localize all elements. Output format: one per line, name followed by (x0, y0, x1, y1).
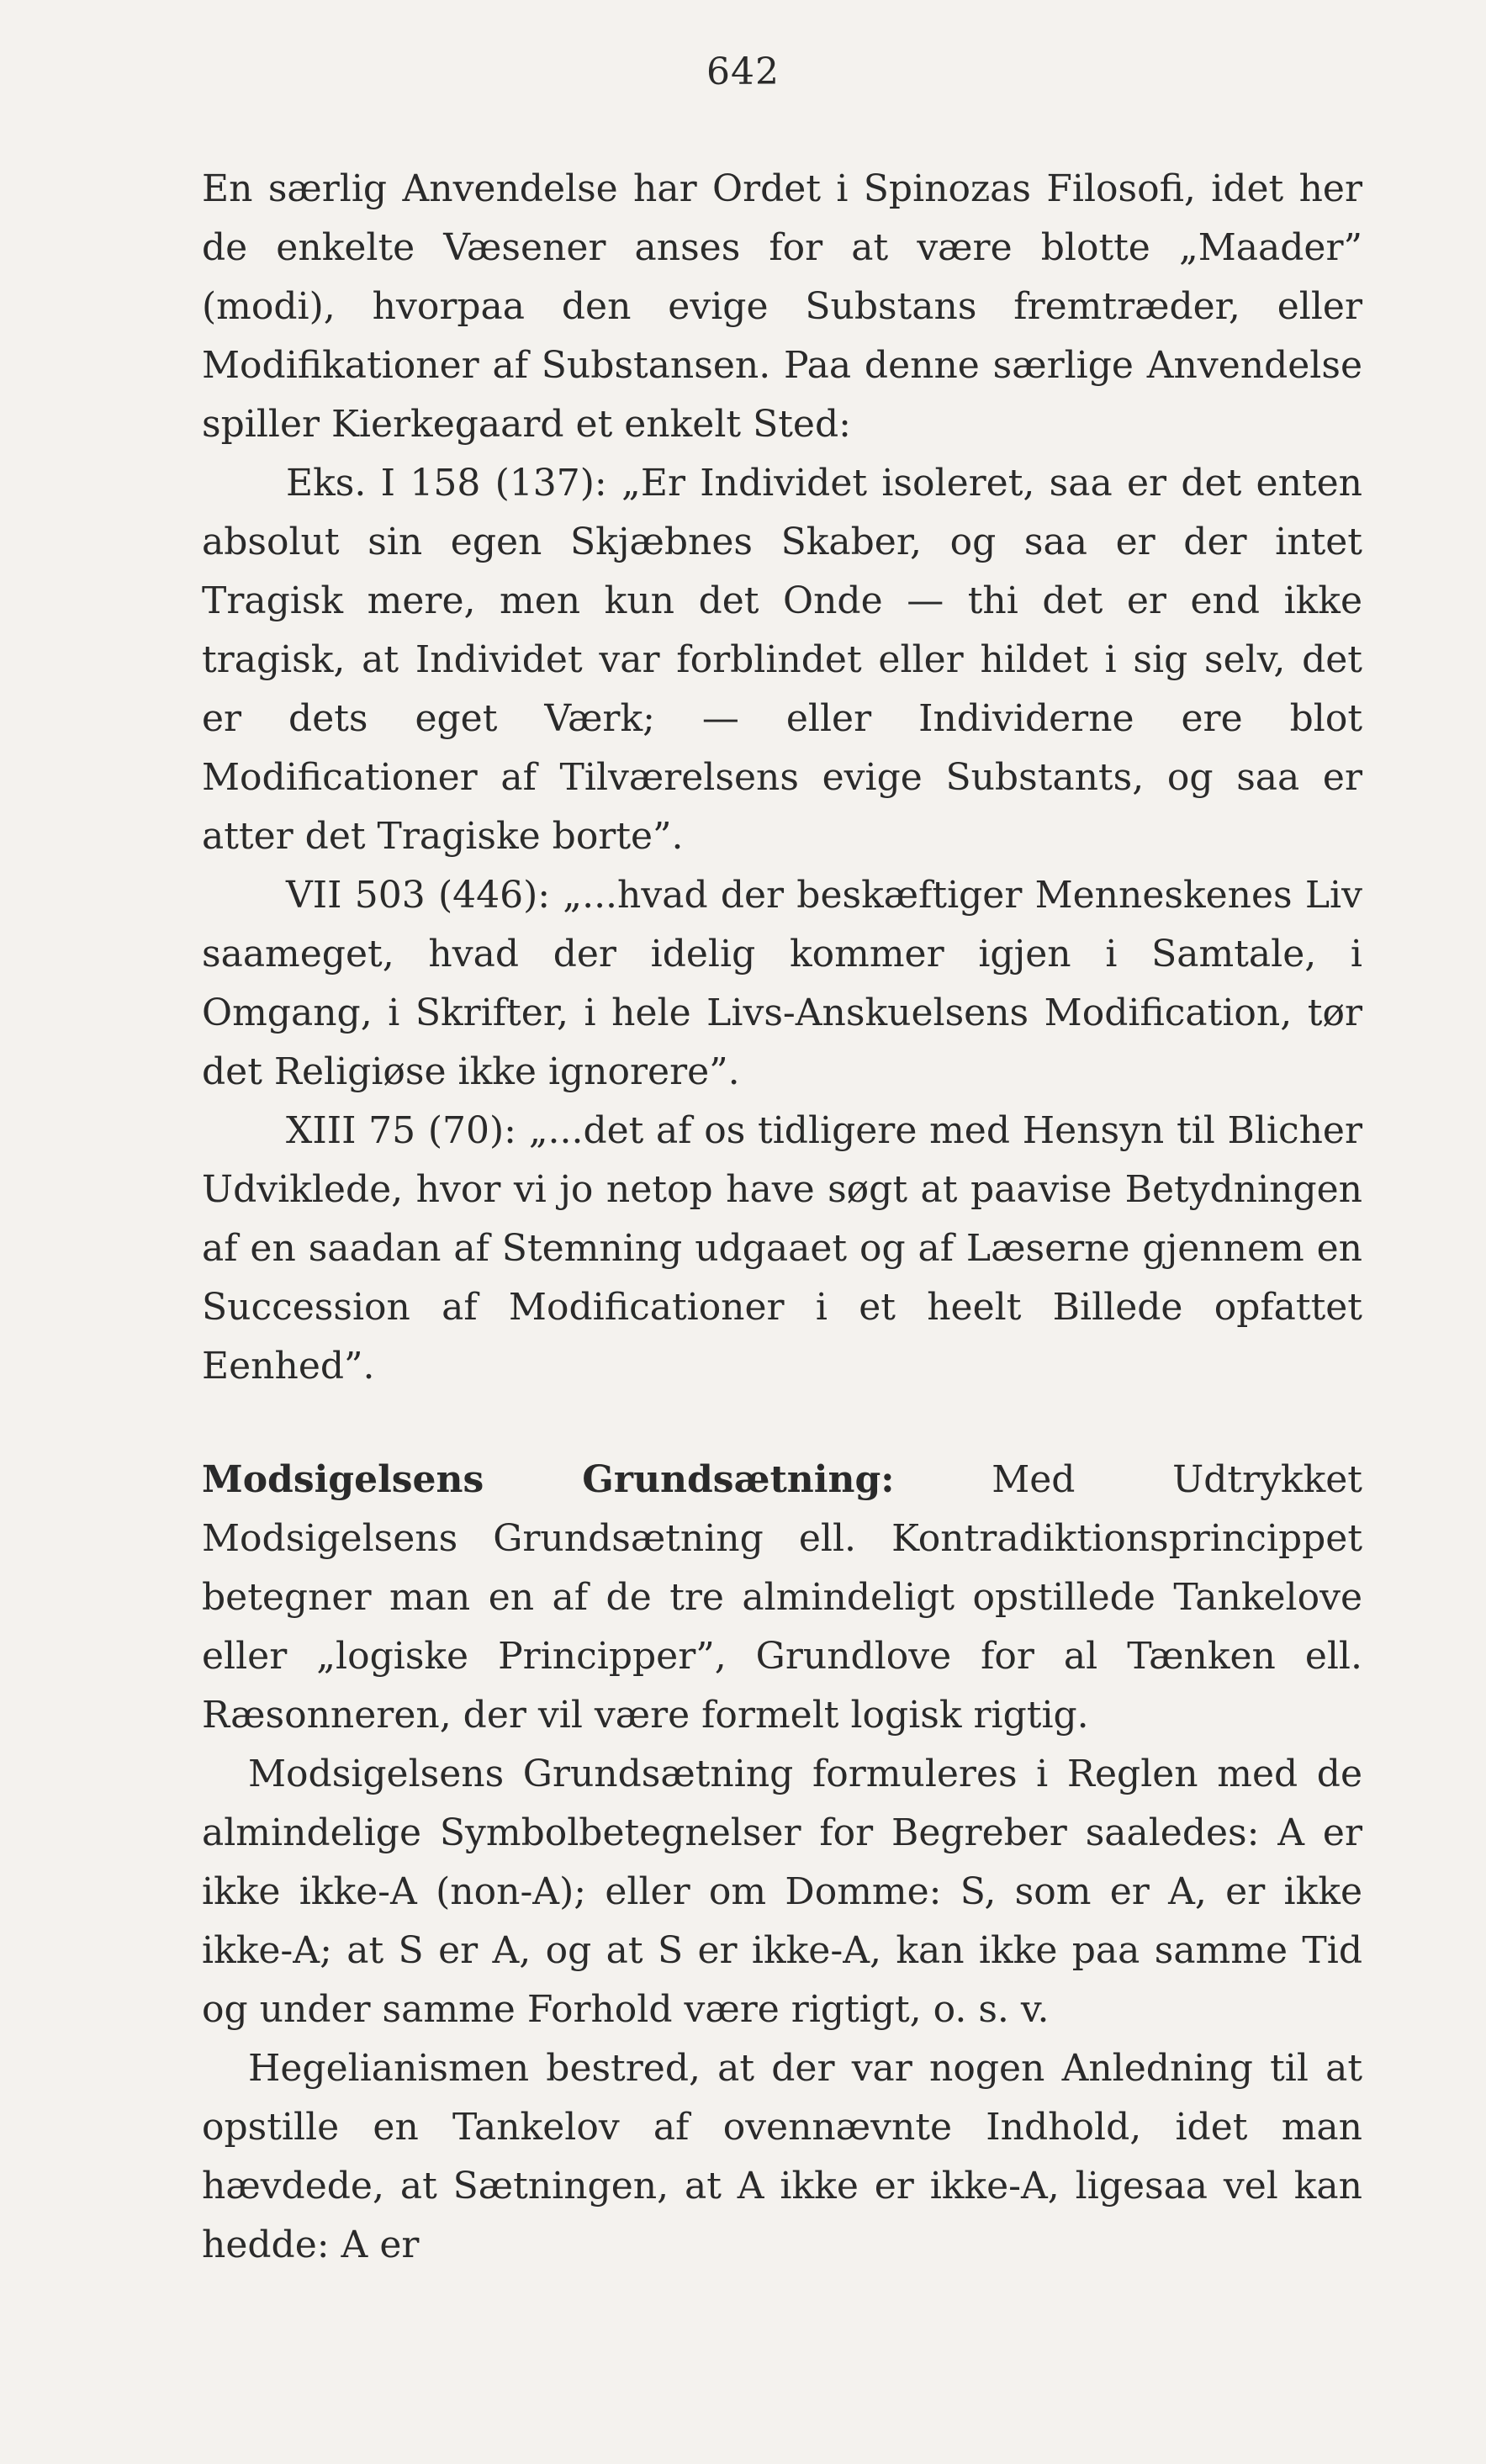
body-paragraph: Modsigelsens Grundsætning formuleres i Reglen med de almindelige Symbolbetegnelser for Begreber saaledes: A er ikke ikke-A (non-A); eller om Domme: S, som er A, er ikke ikke-A; at S er A, og at S er ikke-A, kan ikke paa samme Tid og under samme Forhold være rigtigt, o. s. v. (202, 1753, 1362, 2031)
quote-paragraph: XIII 75 (70): „...det af os tidligere med Hensyn til Blicher Udviklede, hvor vi jo netop have søgt at paavise Betydningen af en saadan af Stemning udgaaet og af Læserne gjennem en Succession af Modificationer i et heelt Billede opfattet Eenhed”. (202, 1109, 1362, 1388)
entry-headword: Modsigelsens Grundsætning: (202, 1458, 895, 1501)
contradiction-section (202, 1451, 1362, 2275)
quote-paragraph: VII 503 (446): „...hvad der beskæftiger Menneskenes Liv saameget, hvad der idelig kommer igjen i Samtale, i Omgang, i Skrifter, i hele Livs-Anskuelsens Modification, tør det Religiøse ikke ignorere”. (202, 874, 1362, 1093)
modification-section (202, 160, 1362, 1396)
quote-paragraph: Eks. I 158 (137): „Er Individet isoleret, saa er det enten absolut sin egen Skjæbnes Skaber, og saa er der intet Tragisk mere, men kun det Onde — thi det er end ikke tragisk, at Individet var forblindet eller hildet i sig selv, det er dets eget Værk; — eller Individerne ere blot Modificationer af Tilværelsens evige Substants, og saa er atter det Tragiske borte”. (202, 462, 1362, 858)
intro-paragraph: En særlig Anvendelse har Ordet i Spinozas Filosofi, idet her de enkelte Væsener anses for at være blotte „Maader” (modi), hvorpaa den evige Substans fremtræder, eller Modifikationer af Substansen. Paa denne særlige Anvendelse spiller Kierkegaard et enkelt Sted: (202, 167, 1362, 446)
headword-paragraph (202, 1451, 1362, 1745)
page-number: 642 (706, 50, 780, 93)
body-paragraph: Hegelianismen bestred, at der var nogen Anledning til at opstille en Tankelov af ovennævnte Indhold, idet man hævdede, at Sætningen, at A ikke er ikke-A, ligesaa vel kan hedde: A er (202, 2047, 1362, 2266)
entry-definition: Med Udtrykket Modsigelsens Grundsætning ell. Kontradiktionsprincippet betegner man en af de tre almindeligt opstillede Tankelove eller „logiske Principper”, Grundlove for al Tænken ell. Ræsonneren, der vil være formelt logisk rigtig. (202, 1458, 1362, 1737)
